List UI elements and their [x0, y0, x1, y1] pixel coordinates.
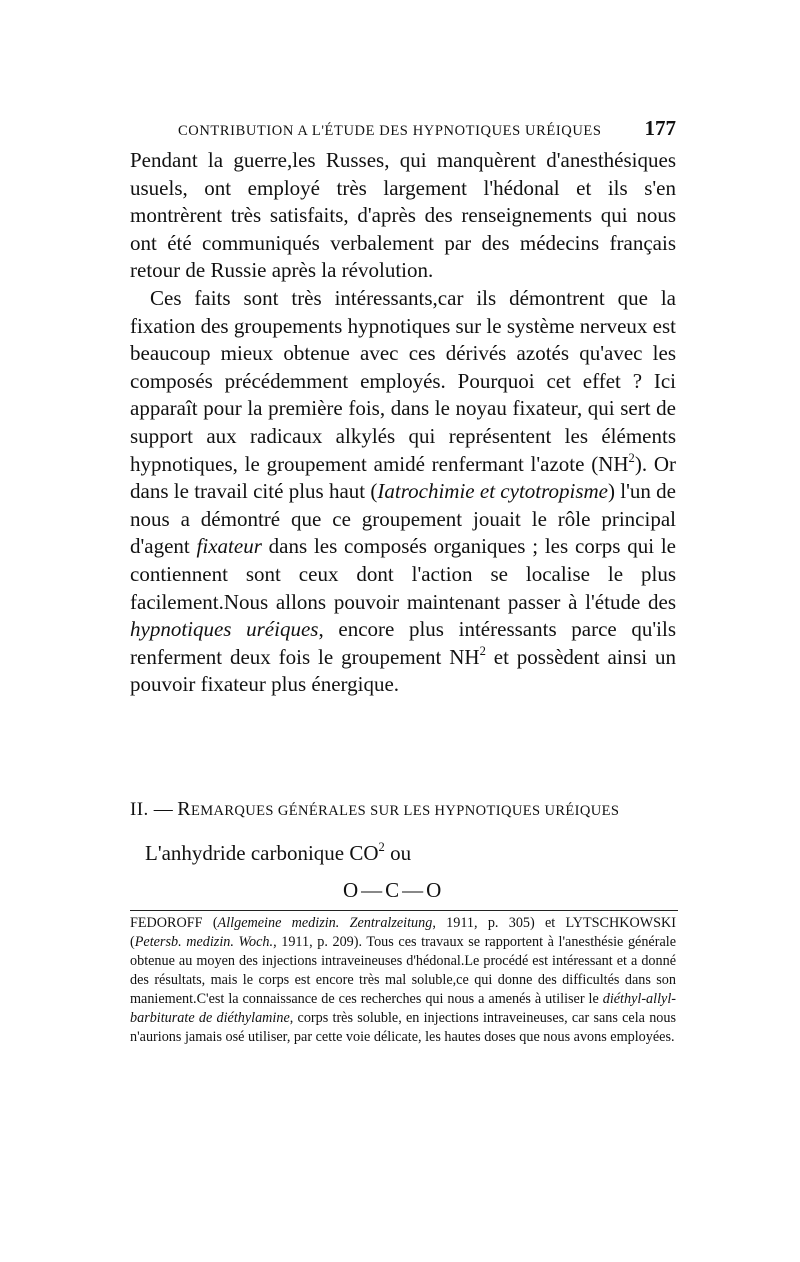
formula-intro-text: L'anhydride carbonique CO — [145, 841, 379, 865]
chemical-formula: O—C—O — [343, 878, 445, 902]
footnote-reference-2: Petersb. medizin. Woch. — [134, 934, 274, 950]
footnote-reference-1: Allgemeine medizin. Zentralzeitung — [217, 915, 433, 931]
running-title: CONTRIBUTION A L'ÉTUDE DES HYPNOTIQUES URÉIQUES — [178, 123, 602, 139]
footnote-closing-text: , corps très soluble, en injections intraveineuses, car sans cela nous n'aurions jamais osé utiliser, par cette voie délicate, les hautes doses que nous avons employées. — [130, 1010, 676, 1045]
co2-superscript: 2 — [378, 840, 385, 855]
paragraph-2-text-f: et possèdent ainsi un pouvoir fixateur plus énergique. — [130, 644, 676, 697]
paragraph-2-text-b: ). Or dans le travail cité plus haut ( — [130, 451, 676, 504]
paragraph-2 — [130, 285, 676, 699]
paragraph-2-text-e: , encore plus intéressants parce qu'ils renferment deux fois le groupement NH — [130, 617, 676, 669]
nh2-superscript-2: 2 — [479, 643, 486, 658]
paragraph-1: Pendant la guerre,les Russes, qui manquèrent d'anesthésiques usuels, ont employé très largement l'hédonal et ils s'en montrèrent très satisfaits, d'après des renseignements qui nous ont été communiqués verbalement par des médecins français retour de Russie après la révolution. — [130, 148, 676, 283]
footnote-compound-name: diéthyl-allyl-barbiturate de diéthylamine — [130, 991, 676, 1026]
footnote-rule — [130, 910, 678, 911]
running-head — [178, 116, 676, 141]
paragraph-2-text-c: ) l'un de nous a démontré que ce groupement jouait le rôle principal d'agent — [130, 479, 676, 559]
formula-intro-tail: ou — [384, 841, 412, 865]
paragraph-2-text-d: dans les composés organiques ; les corps qui le contiennent sont ceux dont l'action se localise le plus facilement.Nous allons pouvoir maintenant passer à l'étude des — [130, 534, 676, 614]
hypnotiques-ureiques-term: hypnotiques uréiques — [130, 617, 319, 642]
cited-work-title: Iatrochimie et cytotropisme — [377, 479, 609, 504]
footnote-reference-1-tail: , 1911, p. 305) et — [432, 915, 566, 931]
footnote-author-1: FEDOROFF — [130, 915, 203, 931]
footnote — [130, 914, 676, 1047]
nh2-superscript: 2 — [628, 450, 635, 465]
section-initial: R — [177, 798, 191, 820]
footnote-reference-2-tail: , 1911, p. 209). Tous ces travaux se rapportent à l'anesthésie générale obtenue au moyen des injections intraveineuses d'hédonal.Le procédé est intéressant et a donné des résultats, mais le corps est encore très mal soluble,ce qui donne des difficultés dans son maniement.C'est la connaissance de ces recherches qui nous a amenés à utiliser le — [130, 934, 676, 1007]
formula-intro — [145, 839, 411, 867]
fixateur-term: fixateur — [196, 534, 262, 559]
section-heading — [130, 798, 676, 822]
section-title: EMARQUES GÉNÉRALES SUR LES HYPNOTIQUES URÉIQUES — [190, 803, 620, 819]
section-number: II. — — [130, 799, 174, 820]
paragraph-2-text-a: Ces faits sont très intéressants,car ils démontrent que la fixation des groupements hypnotiques sur le système nerveux est beaucoup mieux obtenue avec ces dérivés azotés qu'avec les composés précédemment employés. Pourquoi cet effet ? Ici apparaît pour la première fois, dans le noyau fixateur, qui sert de support aux radicaux alkylés qui représentent les éléments hypnotiques, le groupement amidé renfermant l'azote (NH — [130, 285, 676, 476]
page-number: 177 — [644, 116, 676, 140]
footnote-text: FEDOROFF (Allgemeine medizin. Zentralzeitung, 1911, p. 305) et LYTSCHKOWSKI (Petersb. medizin. Woch., 1911, p. 209). Tous ces travaux se rapportent à l'anesthésie générale obtenue au moyen des injections intraveineuses d'hédonal.Le procédé est intéressant et a donné des résultats, mais le corps est encore très mal soluble,ce qui donne des difficultés dans son maniement.C'est la connaissance de ces recherches qui nous a amenés à utiliser le diéthyl-allyl-barbiturate de diéthylamine, corps très soluble, en injections intraveineuses, car sans cela nous n'aurions jamais osé utiliser, par cette voie délicate, les hautes doses que nous avons employées. — [130, 915, 676, 1045]
footnote-author-2: LYTSCHKOWSKI — [565, 915, 676, 931]
body-text — [130, 147, 676, 699]
